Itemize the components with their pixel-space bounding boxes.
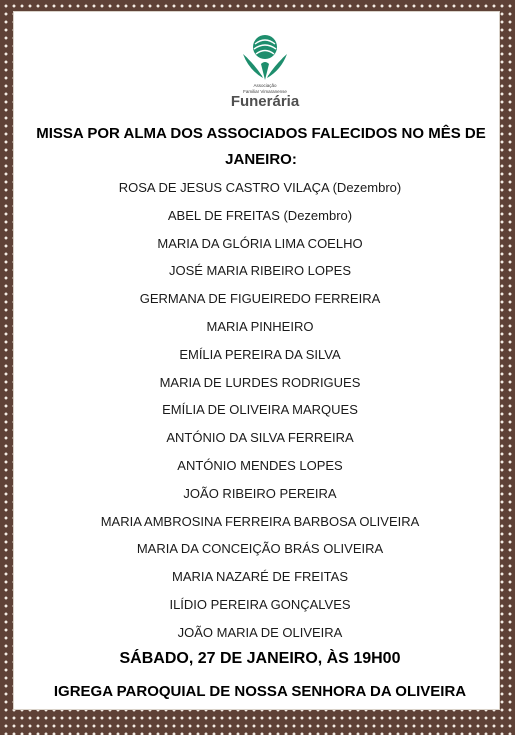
deceased-names-list [30, 174, 490, 647]
dove-leaf-icon [239, 30, 291, 82]
name-item: JOÃO RIBEIRO PEREIRA [183, 485, 337, 501]
name-item: MARIA DA GLÓRIA LIMA COELHO [157, 235, 363, 251]
name-item: JOÃO MARIA DE OLIVEIRA [177, 624, 343, 640]
name-item: ILÍDIO PEREIRA GONÇALVES [169, 596, 351, 612]
logo-brand-name: Funerária [230, 93, 300, 110]
mass-location: IGREGA PAROQUIAL DE NOSSA SENHORA DA OLIVEIRA [53, 683, 467, 700]
logo-association-line2: Familiar Vimaranense [243, 89, 287, 94]
name-item: MARIA AMBROSINA FERREIRA BARBOSA OLIVEIRA [100, 513, 420, 529]
name-item: EMÍLIA PEREIRA DA SILVA [179, 346, 341, 362]
name-item: MARIA DE LURDES RODRIGUES [159, 374, 361, 390]
name-item: MARIA PINHEIRO [206, 318, 314, 334]
name-item: JOSÉ MARIA RIBEIRO LOPES [168, 263, 352, 279]
name-item: MARIA NAZARÉ DE FREITAS [171, 569, 348, 585]
notice-heading [26, 121, 496, 173]
heading-line-2: JANEIRO: [225, 151, 297, 168]
logo-association-line1: Associação [253, 83, 277, 88]
name-item: ANTÓNIO MENDES LOPES [177, 457, 343, 473]
name-item: ANTÓNIO DA SILVA FERREIRA [166, 430, 354, 446]
mass-date: SÁBADO, 27 DE JANEIRO, ÀS 19H00 [119, 650, 401, 667]
name-item: GERMANA DE FIGUEIREDO FERREIRA [139, 291, 381, 307]
name-item: ROSA DE JESUS CASTRO VILAÇA (Dezembro) [118, 180, 402, 195]
heading-line-1: MISSA POR ALMA DOS ASSOCIADOS FALECIDOS NO MÊS DE [36, 125, 486, 142]
name-item: EMÍLIA DE OLIVEIRA MARQUES [162, 402, 358, 418]
name-item: MARIA DA CONCEIÇÃO BRÁS OLIVEIRA [136, 541, 384, 557]
funeral-association-logo [230, 30, 300, 118]
name-item: ABEL DE FREITAS (Dezembro) [167, 207, 353, 223]
